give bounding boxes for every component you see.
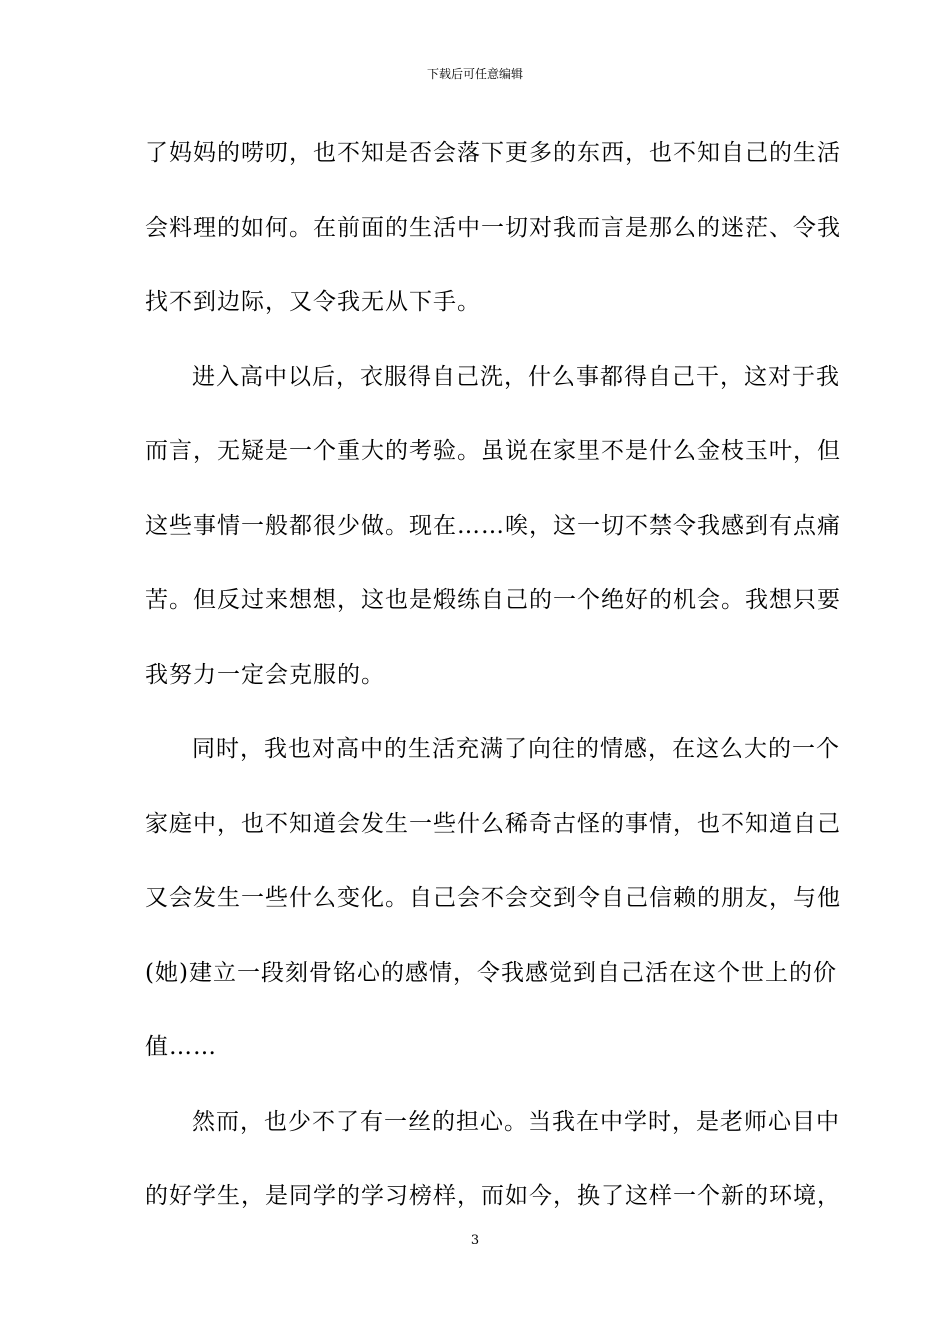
paragraph-3 (145, 726, 841, 1099)
text-line: 而言，无疑是一个重大的考验。虽说在家里不是什么金枝玉叶，但 (145, 438, 841, 464)
text-line: 了妈妈的唠叨，也不知是否会落下更多的东西，也不知自己的生活 (145, 140, 841, 166)
paragraph-4 (145, 1099, 841, 1248)
text-line: 这些事情一般都很少做。现在……唉，这一切不禁令我感到有点痛 (145, 512, 841, 539)
text-line: 又会发生一些什么变化。自己会不会交到令自己信赖的朋友，与他 (145, 885, 841, 911)
text-line: 找不到边际，又令我无从下手。 (145, 289, 481, 315)
page-number: 3 (470, 1233, 480, 1248)
text-line: 我努力一定会克服的。 (145, 661, 385, 688)
text-line: 苦。但反过来想想，这也是煅练自己的一个绝好的机会。我想只要 (145, 587, 841, 613)
page-header: 下载后可任意编辑 (426, 67, 523, 81)
text-line: 家庭中，也不知道会发生一些什么稀奇古怪的事情，也不知道自己 (145, 810, 841, 837)
document-body (145, 130, 841, 1248)
text-line: 的好学生，是同学的学习榜样，而如今，换了这样一个新的环境， (145, 1183, 841, 1209)
text-line: 然而，也少不了有一丝的担心。当我在中学时，是老师心目中 (192, 1108, 840, 1135)
paragraph-1 (145, 130, 841, 354)
text-line: 值…… (145, 1034, 217, 1060)
text-line: (她)建立一段刻骨铭心的感情，令我感觉到自己活在这个世上的价 (145, 959, 837, 986)
text-line: 会料理的如何。在前面的生活中一切对我而言是那么的迷茫、令我 (145, 214, 841, 241)
text-line: 进入高中以后，衣服得自己洗，什么事都得自己干，这对于我 (192, 363, 840, 390)
text-line: 同时，我也对高中的生活充满了向往的情感，在这么大的一个 (192, 736, 840, 762)
paragraph-2 (145, 354, 841, 727)
